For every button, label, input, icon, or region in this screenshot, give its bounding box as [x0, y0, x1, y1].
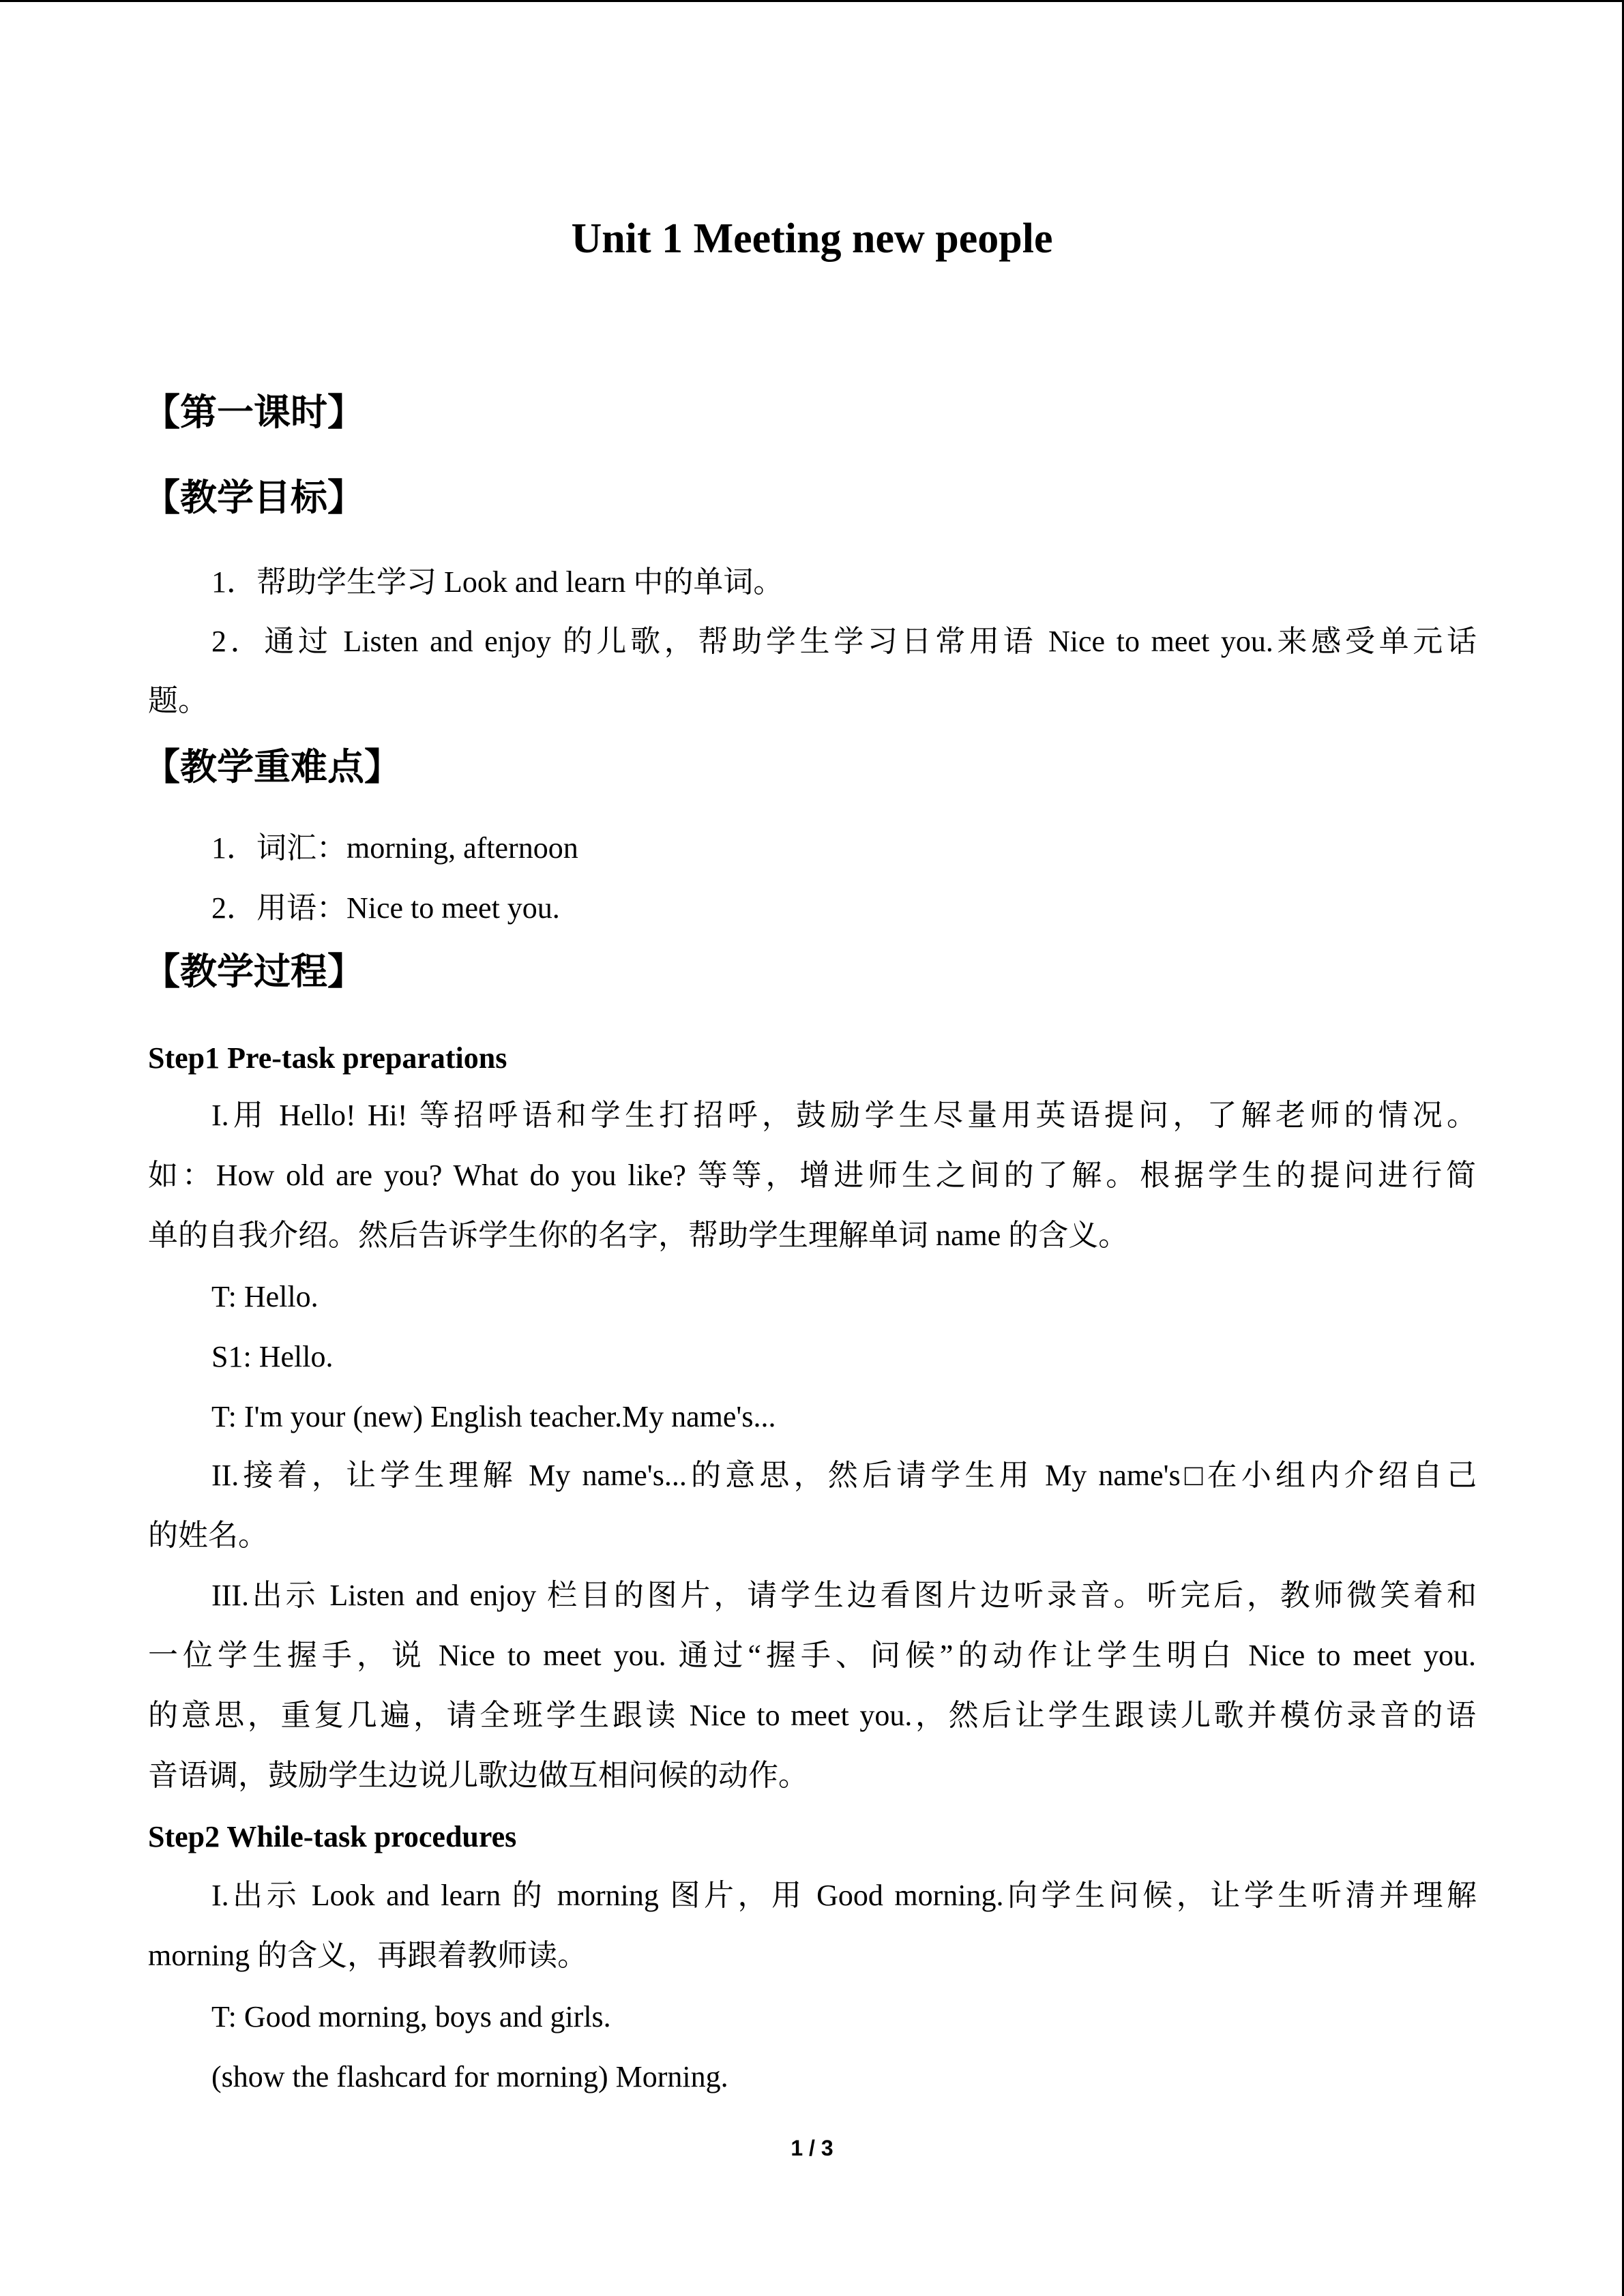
step1-paragraph-3-line-3: 的意思，重复几遍，请全班学生跟读 Nice to meet you.，然后让学生跟读儿歌并模仿录音的语 [148, 1699, 1476, 1732]
dialogue-line: T: I'm your (new) English teacher.My name's... [211, 1400, 776, 1433]
document-title: Unit 1 Meeting new people [571, 215, 1053, 262]
step2-paragraph-1-line-1: I.出示 Look and learn 的 morning 图片，用 Good morning.向学生问候，让学生听清并理解 [211, 1879, 1477, 1912]
dialogue-line: (show the flashcard for morning) Morning. [211, 2060, 728, 2093]
step1-paragraph-3-line-1: III.出示 Listen and enjoy 栏目的图片，请学生边看图片边听录音。听完后，教师微笑着和 [211, 1579, 1477, 1612]
step2-title: Step2 While-task procedures [148, 1820, 517, 1853]
step1-paragraph-3-line-4: 音语调，鼓励学生边说儿歌边做互相问候的动作。 [148, 1759, 808, 1792]
step1-paragraph-2-line-2: 的姓名。 [148, 1519, 268, 1552]
step1-paragraph-1-line-1: I.用 Hello! Hi! 等招呼语和学生打招呼，鼓励学生尽量用英语提问，了解老师的情况。 [211, 1099, 1477, 1132]
page-border-top [0, 0, 1624, 2]
step1-paragraph-1-line-2: 如：How old are you? What do you like? 等等，增进师生之间的了解。根据学生的提问进行简 [148, 1159, 1476, 1192]
goal-item-2-line-2: 题。 [148, 684, 208, 717]
heading-process: 【教学过程】 [143, 950, 364, 993]
goal-item-1: 1．帮助学生学习 Look and learn 中的单词。 [211, 565, 784, 599]
step1-paragraph-2-line-1: II.接着，让学生理解 My name's...的意思，然后请学生用 My name's□在小组内介绍自己 [211, 1459, 1477, 1492]
heading-lesson: 【第一课时】 [143, 391, 364, 434]
key-point-2: 2．用语：Nice to meet you. [211, 891, 560, 925]
heading-goals: 【教学目标】 [143, 476, 364, 519]
goal-item-2-line-1: 2．通过 Listen and enjoy 的儿歌，帮助学生学习日常用语 Nice to meet you.来感受单元话 [211, 625, 1477, 658]
step1-paragraph-1-line-3: 单的自我介绍。然后告诉学生你的名字，帮助学生理解单词 name 的含义。 [148, 1219, 1129, 1252]
step2-paragraph-1-line-2: morning 的含义，再跟着教师读。 [148, 1939, 588, 1972]
step1-title: Step1 Pre-task preparations [148, 1041, 507, 1075]
page-number: 1 / 3 [791, 2136, 833, 2160]
key-point-1: 1．词汇：morning, afternoon [211, 831, 578, 865]
dialogue-line: T: Good morning, boys and girls. [211, 2000, 611, 2033]
heading-key-points: 【教学重难点】 [143, 745, 401, 788]
dialogue-line: S1: Hello. [211, 1340, 334, 1373]
dialogue-line: T: Hello. [211, 1280, 319, 1313]
step1-paragraph-3-line-2: 一位学生握手，说 Nice to meet you. 通过“握手、问候”的动作让学生明白 Nice to meet you. [148, 1639, 1476, 1672]
